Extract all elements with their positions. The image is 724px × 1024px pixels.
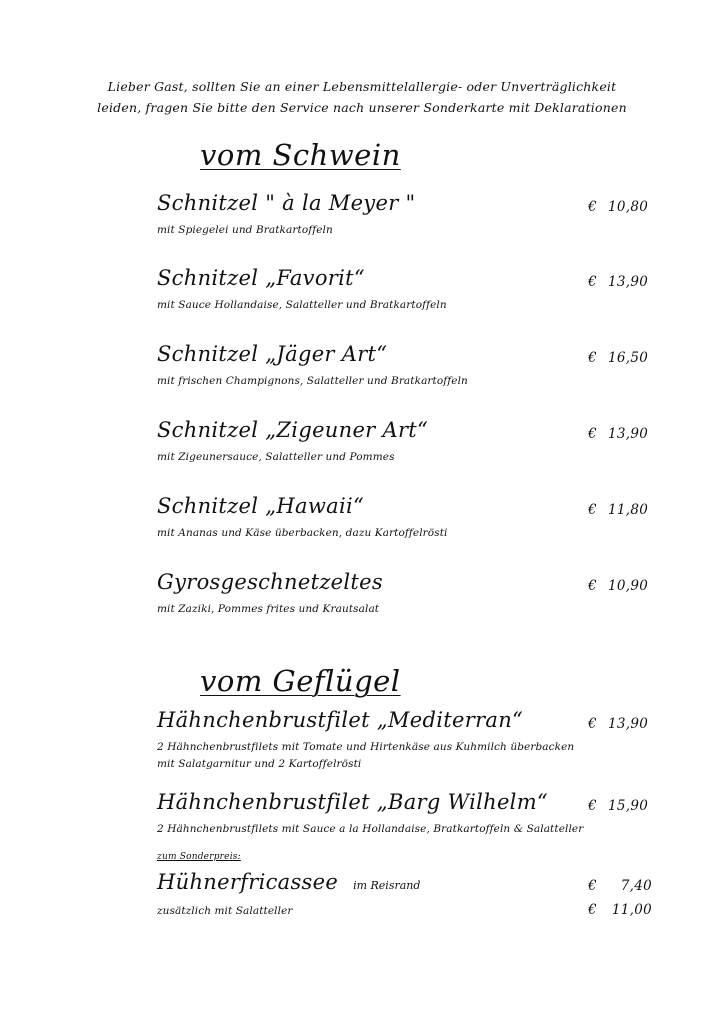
dish-price: € 13,90 <box>588 716 649 732</box>
dish-name: Schnitzel " à la Meyer " <box>157 191 416 215</box>
section-title-poultry: vom Geflügel <box>200 664 401 698</box>
dish-description: mit Spiegelei und Bratkartoffeln <box>157 224 333 236</box>
dish-name: Schnitzel „Favorit“ <box>157 266 365 290</box>
special-extra-price: € 11,00 <box>588 902 652 918</box>
allergy-notice-line-2: leiden, fragen Sie bitte den Service nach unserer Sonderkarte mit Deklarationen <box>97 100 627 115</box>
dish-price: € 16,50 <box>588 350 649 366</box>
dish-description: mit Salatgarnitur und 2 Kartoffelrösti <box>157 758 362 770</box>
dish-name: Hähnchenbrustfilet „Mediterran“ <box>157 708 524 732</box>
special-dish-note: im Reisrand <box>353 879 421 892</box>
dish-name: Hähnchenbrustfilet „Barg Wilhelm“ <box>157 790 548 814</box>
dish-price: € 10,90 <box>588 578 649 594</box>
dish-description: mit Sauce Hollandaise, Salatteller und Bratkartoffeln <box>157 299 447 311</box>
dish-price: € 11,80 <box>588 502 649 518</box>
dish-price: € 15,90 <box>588 798 649 814</box>
section-title-pork: vom Schwein <box>200 138 401 172</box>
dish-description: mit Zigeunersauce, Salatteller und Pommes <box>157 451 395 463</box>
special-dish-title: Hühnerfricassee <box>157 870 339 894</box>
dish-name: Schnitzel „Hawaii“ <box>157 494 365 518</box>
dish-description: mit frischen Champignons, Salatteller und Bratkartoffeln <box>157 375 468 387</box>
allergy-notice-line-1: Lieber Gast, sollten Sie an einer Lebensmittelallergie- oder Unverträglichkeit <box>107 79 617 94</box>
dish-description: mit Zaziki, Pommes frites und Krautsalat <box>157 603 380 615</box>
special-offer-label: zum Sonderpreis: <box>157 852 241 862</box>
dish-name: Schnitzel „Jäger Art“ <box>157 342 388 366</box>
dish-description: mit Ananas und Käse überbacken, dazu Kartoffelrösti <box>157 527 448 539</box>
dish-price: € 13,90 <box>588 426 649 442</box>
special-dish-name <box>157 870 420 894</box>
dish-price: € 10,80 <box>588 199 649 215</box>
dish-price: € 13,90 <box>588 274 649 290</box>
special-dish-price: € 7,40 <box>588 878 652 894</box>
special-extra-label: zusätzlich mit Salatteller <box>157 905 293 917</box>
dish-name: Gyrosgeschnetzeltes <box>157 570 383 594</box>
dish-description: 2 Hähnchenbrustfilets mit Tomate und Hirtenkäse aus Kuhmilch überbacken <box>157 741 575 753</box>
dish-name: Schnitzel „Zigeuner Art“ <box>157 418 429 442</box>
dish-description: 2 Hähnchenbrustfilets mit Sauce a la Hollandaise, Bratkartoffeln & Salatteller <box>157 823 584 835</box>
